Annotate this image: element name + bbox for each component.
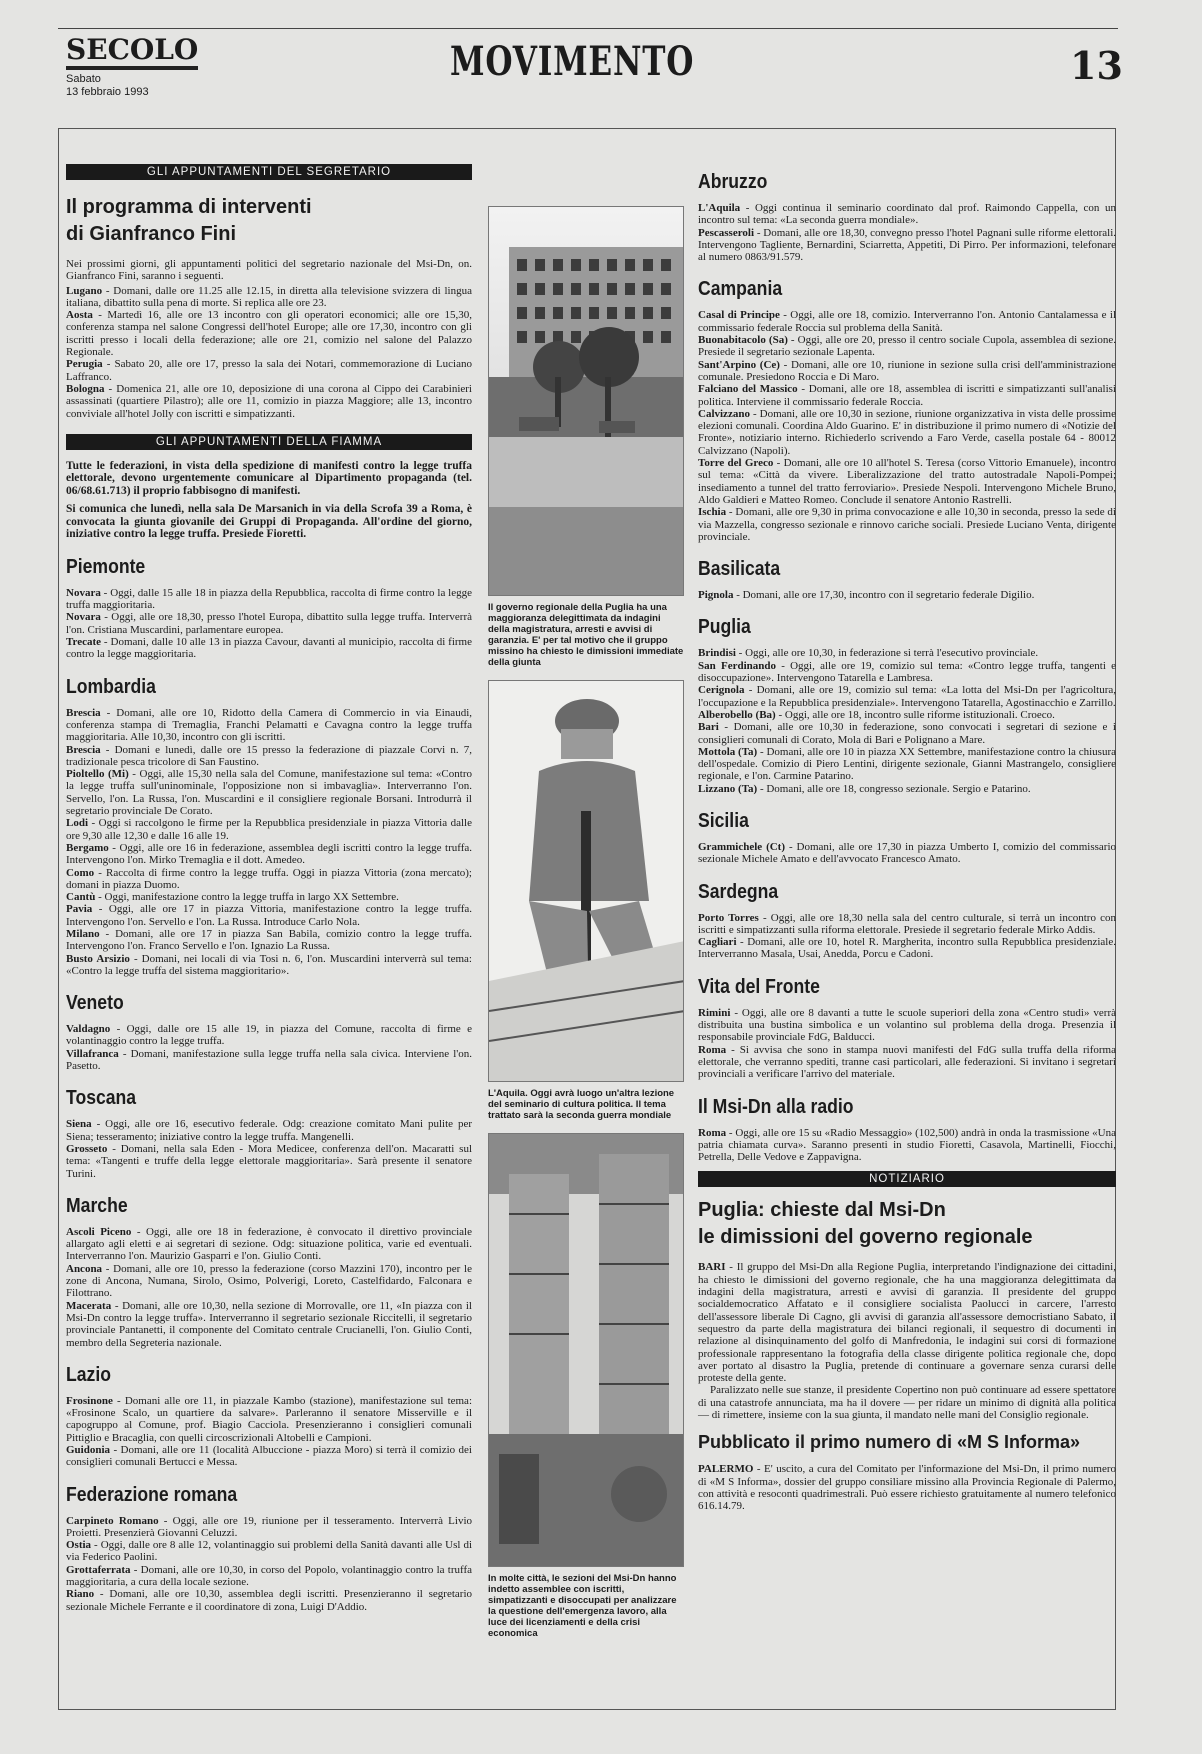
event-item (698, 334, 1116, 359)
soldier-illustration (489, 681, 684, 1081)
newspaper-logo: SECOLO (66, 36, 198, 70)
issue-date (66, 73, 149, 99)
event-place: Busto Arsizio (66, 952, 130, 965)
event-place: Cagliari (698, 936, 737, 949)
event-item (66, 285, 472, 310)
event-item (66, 587, 472, 612)
event-item (698, 506, 1116, 543)
event-place: Ischia (698, 506, 727, 519)
event-place: Pignola (698, 589, 734, 602)
event-text: - Domani, alle ore 10, Ridotto della Camera di Commercio in via Einaudi, conferenza stampa di Tremaglia, Franchi Pelamatti e Cavagna contro la legge truffa maggioritaria. Alle 10,30, incontro con gli iscritti. (66, 706, 472, 744)
headline-fini-line1: Il programma di interventi (66, 196, 312, 218)
event-place: Valdagno (66, 1023, 111, 1036)
photo-column (488, 206, 684, 1639)
event-place: Roma (698, 1126, 727, 1139)
event-item (698, 309, 1116, 334)
event-item (66, 1023, 472, 1048)
right-column (698, 156, 1116, 1512)
event-item (66, 1539, 472, 1564)
region-heading: Federazione romana (66, 1483, 238, 1506)
event-text: - Domani, alle ore 19, comizio sul tema: «La lotta del Msi-Dn per l'agricoltura, l'occupazione e la Repubblica presidenziale». Intervengono Tatarella, Agostinacchio e Zarrillo. (698, 684, 1116, 709)
event-place: Perugia (66, 358, 103, 371)
event-text: - Domani, alle ore 18, assemblea di iscritti e simpatizzanti sull'analisi politica. Interviene il commissario federale Roccia. (698, 383, 1116, 408)
event-text: - Domani, alle ore 17 in piazza San Babila, comizio contro la legge truffa. Intervengono l'on. Franco Servello e l'on. Ignazio La Russa. (66, 927, 472, 953)
event-place: Riano (66, 1588, 95, 1601)
issue-day: 13 febbraio 1993 (66, 86, 149, 98)
caption-sezioni: In molte città, le sezioni del Msi-Dn hanno indetto assemblee con iscritti, simpatizzanti e disoccupati per analizzare la questione dell'emergenza lavoro, alla luce dei licenziamenti e della crisi economica (488, 1573, 677, 1639)
section-title: MOVIMENTO (450, 38, 695, 85)
event-text: - Domani, dalle ore 11.25 alle 12.15, in diretta alla televisione svizzera di lingua italiana, dibattito sulla pena di morte. Si replica alle ore 23. (66, 284, 472, 309)
event-item (698, 721, 1116, 746)
event-text: - Martedì 16, alle ore 13 incontro con gli operatori economici; alle ore 15,30, conferenza stampa nel salone Congressi dell'hotel Europe; alle ore 17,30, incontro con gli iscritti presso i locali della federazione; alle ore 21, comizio nel salone del Palazzo Regionale. (66, 309, 472, 359)
event-place: Carpineto Romano (66, 1514, 159, 1527)
event-text: - Oggi, alle ore 15 su «Radio Messaggio» (102,500) andrà in onda la trasmissione «Una patria chiamata curva». Saranno presenti in studio Fioretti, Casavola, Martinelli, Fiocchi, Petrella, Delle Vedove e Zappavigna. (698, 1126, 1116, 1164)
event-place: Villafranca (66, 1047, 119, 1060)
region-events (66, 1118, 472, 1179)
headline-fini-line2: di Gianfranco Fini (66, 223, 237, 245)
event-place: Guidonia (66, 1444, 111, 1456)
event-text: - Oggi, dalle ore 15 alle 19, in piazza del Comune, raccolta di firme e volantinaggio contro la legge truffa. (66, 1023, 472, 1048)
article-ms-dateline: PALERMO (698, 1463, 754, 1476)
headline-puglia (698, 1197, 1116, 1251)
event-text: - Oggi, alle ore 18 in federazione, è convocato il direttivo provinciale allargato agli eletti e ai segretari di sezione. Odg: situazione politica, varie ed eventuali. Interverranno l'on. Maurizio Gasparri e l'on. Giulio Conti. (66, 1225, 472, 1263)
caption-laquila: L'Aquila. Oggi avrà luogo un'altra lezione del seminario di cultura politica. Il tema trattato sarà la seconda guerra mondiale (488, 1088, 675, 1121)
region-heading: Abruzzo (698, 171, 768, 193)
event-text: - Oggi, alle ore 10,30, in federazione si terrà l'esecutivo provinciale. (735, 647, 1039, 660)
event-text: - Raccolta di firme contro la legge truffa. Oggi in piazza Vittoria (zona mercato); domani in piazza Duomo. (66, 866, 472, 891)
event-text: - Sabato 20, alle ore 17, presso la sala dei Notari, commemorazione di Luciano Laffranco. (66, 358, 472, 383)
event-text: - Oggi, alle ore 18,30 nella sala del centro culturale, si terrà un incontro con iscritti e simpatizzanti sulla riforma elettorale. Presiede il segretario federale Mirko Addis. (698, 911, 1116, 936)
event-text: - Domani, alle ore 17,30 in piazza Umberto I, comizio del commissario sezionale Michele Amato e dell'avvocato Francesco Amato. (698, 840, 1117, 866)
event-item (698, 912, 1116, 937)
right-regions (698, 170, 1116, 1163)
event-text: - Domani, alle ore 10,30, nella sezione di Morrovalle, ore 11, «In piazza con il Msi-Dn contro la legge truffa». Interverranno il segretario sezionale Riccitelli, il segretario provinciale Pantanetti, il componente del Comitato centrale Crucianelli, l'on. Giulio Conti, membro della Segreteria nazionale. (66, 1299, 472, 1349)
issue-weekday: Sabato (66, 73, 101, 85)
event-place: Rimini (698, 1006, 731, 1019)
event-text: - Oggi, alle ore 19, comizio sul tema: «Contro legge truffa, tangenti e disoccupazione». Intervengono Tatarella e Lambresa. (698, 659, 1116, 685)
event-text: - Domani alle ore 11, in piazzale Kambo (stazione), manifestazione sul tema: «Frosinone Scalo, un quartiere da salvare». Parleranno il senatore Misserville e il capogruppo al Comune, prof. Biagio Cacciola. Presenzieranno i consiglieri comunali Pittiglio e Bracaglia, con quelli circoscrizionali Altobelli e Campioni. (66, 1394, 472, 1444)
event-text: - Domani, alle ore 10 all'hotel S. Teresa (corso Vittorio Emanuele), incontro sul tema: «Città da vivere. Liberalizzazione del tratto autostradale Napoli-Pompei; insediamento a tunnel del tratto ferroviario». Presiede Nespoli. Intervengono Michele Bruno, Aldo Galdieri e Matteo Romeo. Conclude il senatore Antonio Rastrelli. (698, 457, 1117, 506)
region-events (698, 309, 1116, 543)
event-item (66, 891, 472, 903)
event-item (698, 589, 1116, 601)
region-heading: Puglia (698, 616, 751, 639)
event-item (698, 227, 1116, 264)
event-place: Casal di Principe (698, 309, 780, 322)
event-place: Alberobello (Ba) (698, 708, 776, 721)
event-text: - Domani, alle ore 10,30, in corso del Popolo, volantinaggio contro la truffa maggioritaria, a cura della locale sezione. (66, 1563, 472, 1589)
event-place: Roma (698, 1043, 727, 1056)
event-item (66, 1226, 472, 1263)
headline-fini (66, 194, 472, 248)
left-regions (66, 555, 472, 1613)
event-item (698, 202, 1116, 227)
region-events (698, 1007, 1116, 1081)
event-item (66, 953, 472, 978)
event-text: - Oggi, alle ore 18, incontro sulle riforme istituzionali. Croeco. (775, 708, 1055, 721)
event-item (66, 928, 472, 953)
event-place: Macerata (66, 1299, 112, 1312)
region-heading: Sicilia (698, 809, 749, 832)
event-text: - Oggi, alle ore 8 davanti a tutte le scuole superiori della zona «Centro studi» verrà distribuita una bustina simbolica e un volantino sul problema della droga. Presenzia il responsabile provinciale FdG, Balducci. (698, 1006, 1116, 1044)
region-events (66, 1515, 472, 1613)
event-item (698, 1044, 1116, 1081)
event-text: - Oggi, alle ore 20, presso il centro sociale Cupola, assemblea di sezione. Presiede il segretario sezionale Lapenta. (698, 334, 1116, 359)
event-item (66, 636, 472, 661)
event-text: - Domani, alle ore 10,30 in federazione, sono convocati i segretari di sezione e i consiglieri comunali di Corato, Mola di Bari e Polignano a Mare. (698, 721, 1116, 746)
event-text: - Domenica 21, alle ore 10, deposizione di una corona al Cippo dei Carabinieri assassinati (quartiere Pilastro); alle ore 11, comizio in piazza Maggiore; alle 13, incontro conviviale all'hotel Jolly con iscritti e simpatizzanti. (66, 382, 472, 420)
event-text: - Domani, nella sala Eden - Mora Medicee, conferenza dell'on. Macaratti sul tema: «Tangenti e truffe della legge elettorale maggioritaria». Sarà presente il senatore Turini. (66, 1142, 472, 1180)
article-puglia-body (698, 1261, 1116, 1384)
event-place: Ostia (66, 1539, 92, 1552)
event-text: - Domani, alle ore 11 (località Albuccione - piazza Moro) si terrà il comizio dei consiglieri comunali Bertucci e Messa. (66, 1444, 472, 1469)
region-heading: Piemonte (66, 555, 146, 578)
event-place: Grosseto (66, 1142, 108, 1155)
event-text: - Oggi, alle ore 16 in federazione, assemblea degli iscritti contro la legge truffa. Intervengono l'on. Mirko Tremaglia e il dott. Amedeo. (66, 841, 472, 867)
region-events (66, 707, 472, 978)
region-events (698, 841, 1116, 866)
event-text: - Domani, alle ore 17,30, incontro con il segretario federale Digilio. (733, 589, 1035, 602)
event-item (66, 867, 472, 892)
region-events (66, 1023, 472, 1072)
event-place: L'Aquila (698, 202, 741, 214)
event-text: - Oggi, alle ore 18, comizio. Interverranno l'on. Antonio Cantalamessa e il commissario federale Roccia sul problema della Sanità. (698, 309, 1116, 334)
event-item (698, 709, 1116, 721)
event-text: - Oggi continua il seminario coordinato dal prof. Raimondo Cappella, con un incontro sul tema: «La seconda guerra mondiale». (698, 202, 1116, 227)
event-item (66, 903, 472, 928)
event-item (66, 707, 472, 744)
event-item (698, 660, 1116, 685)
event-item (66, 768, 472, 817)
event-item (66, 1515, 472, 1540)
region-heading: Veneto (66, 992, 124, 1015)
section-bar-fiamma: GLI APPUNTAMENTI DELLA FIAMMA (66, 434, 472, 450)
event-item (66, 1588, 472, 1613)
event-item (698, 408, 1116, 457)
event-text: - Domani e lunedì, dalle ore 15 presso la federazione di piazzale Corvi n. 7, tradizionale pesca tricolore di San Faustino. (66, 743, 472, 768)
region-events (698, 202, 1116, 263)
event-item (698, 359, 1116, 384)
region-heading: Lazio (66, 1363, 111, 1386)
event-text: - Domani, manifestazione sulla legge truffa nella sala civica. Interviene l'on. Pasetto. (66, 1047, 472, 1073)
region-events (698, 647, 1116, 795)
event-place: Como (66, 866, 95, 879)
event-item (66, 1395, 472, 1444)
event-place: Trecate (66, 636, 102, 649)
event-text: - Oggi, alle ore 18,30, presso l'hotel Europa, dibattito sulla legge truffa. Interverrà l'on. Cristiana Muscardini, parlamentare europea. (66, 611, 472, 636)
event-place: Milano (66, 927, 100, 940)
event-place: Brescia (66, 706, 101, 719)
section-bar-notiziario: NOTIZIARIO (698, 1171, 1116, 1187)
photo-industrial (488, 1133, 684, 1567)
event-text: - Domani, alle ore 10,30, assemblea degli iscritti. Presenzieranno il segretario sezionale Michele Ferrante e il coordinatore di zona, Luigi D'Addio. (66, 1588, 472, 1613)
region-heading: Toscana (66, 1087, 137, 1110)
photo-soldier-drawing (488, 680, 684, 1082)
headline-puglia-line2: le dimissioni del governo regionale (698, 1226, 1033, 1249)
event-text: - Domani, alle ore 10 in piazza XX Settembre, manifestazione contro la chiusura dell'ospedale. Comizio di Piero Lentini, dirigente sezionale, Gianni Mastrangelo, consigliere regionale, e l'on. Carmine Patarino. (698, 745, 1116, 783)
article-ms-text: - E' uscito, a cura del Comitato per l'informazione del Msi-Dn, il primo numero di «M S Informa», dossier del gruppo consiliare missino alla Provincia Regionale di Palermo, con attività e resoconti quadrimestrali. Può essere richiesto gratuitamente al numero telefonico 616.14.79. (698, 1463, 1116, 1513)
event-text: - Domani, alle ore 10,30 in sezione, riunione organizzativa in vista delle prossime elezioni comunali. Coordina Aldo Guarino. E' in distribuzione il primo numero di «Notizie del Fronte», notiziario interno. Richiederlo scrivendo a Faro Verde, casella postale 64 - 80012 Calvizzano (Napoli). (698, 407, 1116, 457)
event-text: - Oggi, alle ore 17 in piazza Vittoria, manifestazione contro la legge truffa. Intervengono l'on. Servello e l'on. La Russa. Introduce Carlo Nola. (66, 903, 472, 928)
event-text: - Oggi, manifestazione contro la legge truffa in largo XX Settembre. (95, 891, 399, 904)
event-text: - Domani, alle ore 10, hotel R. Margherita, incontro sulla Repubblica presidenziale. Interverranno Masala, Usai, Anedda, Porcu e Cadoni. (698, 936, 1116, 961)
event-item (66, 817, 472, 842)
event-place: Pescasseroli (698, 226, 755, 239)
event-item (66, 611, 472, 636)
event-place: Torre del Greco (698, 457, 774, 470)
article-puglia-body2: Paralizzato nelle sue stanze, il presidente Copertino non può continuare ad essere spettatore di una catastrofe annunciata, ma ha il dovere — per ridare un minimo di dignità alla politica — di rimettere, insieme con la sua giunta, il mandato nelle mani del Consiglio regionale. (698, 1384, 1116, 1421)
headline-ms-informa: Pubblicato il primo numero di «M S Informa» (698, 1432, 1081, 1453)
event-item (698, 746, 1116, 783)
region-events (66, 1226, 472, 1349)
event-text: - Oggi si raccolgono le firme per la Repubblica presidenziale in piazza Vittoria dalle ore 9,30 alle 12,30 e dalle 16 alle 19. (66, 817, 472, 842)
fini-intro: Nei prossimi giorni, gli appuntamenti politici del segretario nazionale del Msi-Dn, on. Gianfranco Fini, saranno i seguenti. (66, 258, 472, 283)
event-place: Novara (66, 611, 101, 624)
section-bar-segretario: GLI APPUNTAMENTI DEL SEGRETARIO (66, 164, 472, 180)
region-heading: Campania (698, 278, 783, 301)
event-item (698, 841, 1116, 866)
event-item (66, 358, 472, 383)
article-ms-body (698, 1463, 1116, 1512)
photo-regional-building (488, 206, 684, 596)
event-item (66, 744, 472, 769)
region-events (698, 912, 1116, 961)
event-place: Grottaferrata (66, 1563, 131, 1576)
secretary-list (66, 285, 472, 420)
region-events (698, 1127, 1116, 1164)
region-events (66, 587, 472, 661)
event-place: Bologna (66, 382, 105, 395)
notice-giunta: Si comunica che lunedì, nella sala De Marsanich in via della Scrofa 39 a Roma, è convocata la giunta giovanile dei Gruppi di Propaganda. All'ordine del giorno, iniziative contro la legge truffa. Presiede Fioretti. (66, 503, 472, 541)
top-rule (58, 28, 1118, 29)
industrial-image (489, 1134, 684, 1566)
event-item (66, 1263, 472, 1300)
event-place: Ancona (66, 1262, 103, 1275)
headline-puglia-line1: Puglia: chieste dal Msi-Dn (698, 1199, 946, 1222)
event-text: - Oggi, alle ore 19, riunione per il tesseramento. Interverrà Livio Proietti. Presenzierà Giovanni Celuzzi. (66, 1514, 473, 1539)
event-item (66, 1118, 472, 1143)
event-place: Cerignola (698, 684, 745, 697)
region-heading: Sardegna (698, 880, 779, 903)
event-item (698, 783, 1116, 795)
region-heading: Il Msi-Dn alla radio (698, 1095, 854, 1118)
event-item (66, 1444, 472, 1469)
building-image (489, 207, 684, 595)
event-place: Calvizzano (698, 407, 750, 420)
article-puglia-text: - Il gruppo del Msi-Dn alla Regione Puglia, interpretando l'indignazione dei cittadini, ha chiesto le dimissioni del governo regionale, che ha una maggioranza delegittimata da indagini della magistratura, arresti e avvisi di garanzia. Il presidente del gruppo socialdemocratico Affatato e il consigliere socialista Paolucci in carcere, l'arresto dell'assessore liberale Di Cagno, gli avvisi di garanzia all'assessore democristiano Sabato, il sequestro da parte della magistratura dei bilanci regionali, il sequestro di documenti in relazione al disinquinamento del golfo di Manfredonia, le indagini sui corsi di formazione professionale rappresentano la fotografia della classe dirigente politica regionale che, dopo aver portato al disastro la Puglia, pretende di continuare a governare senza curarsi delle proteste della gente. (698, 1261, 1116, 1385)
event-item (698, 457, 1116, 506)
event-item (698, 936, 1116, 961)
region-events (698, 589, 1116, 601)
event-text: - Domani, alle ore 18,30, convegno presso l'hotel Pagnani sulle riforme elettorali. Intervengono Tagliente, Bernardini, Sciarretta, Appetiti, Di Pirro. Per informazioni, telefonare al numero 0863/91.579. (698, 226, 1116, 264)
event-place: Grammichele (Ct) (698, 840, 786, 853)
event-text: - Oggi, dalle ore 8 alle 12, volantinaggio sui problemi della Sanità davanti alle Usl di via Federico Paolini. (66, 1539, 472, 1564)
event-text: - Oggi, dalle 15 alle 18 in piazza della Repubblica, raccolta di firme contro la legge truffa maggioritaria. (66, 586, 472, 612)
event-place: Ascoli Piceno (66, 1225, 132, 1238)
event-place: Cantù (66, 891, 96, 904)
region-heading: Basilicata (698, 558, 781, 581)
event-text: - Domani, dalle 10 alle 13 in piazza Cavour, davanti al municipio, raccolta di firme contro la legge maggioritaria. (66, 636, 472, 661)
event-place: Porto Torres (698, 911, 759, 924)
event-place: Brescia (66, 743, 101, 756)
event-place: Siena (66, 1118, 92, 1131)
event-text: - Oggi, alle ore 16, esecutivo federale. Odg: creazione comitato Mani pulite per Siena; tesseramento; iniziative contro la legge truffa. Mangenelli. (66, 1118, 472, 1143)
region-heading: Marche (66, 1194, 128, 1217)
event-text: - Domani, alle ore 10, presso la federazione (corso Mazzini 170), incontro per le zone di Ancona, Numana, Sirolo, Osimo, Polverigi, Loreto, Castelfidardo, Falconara e Filottrano. (66, 1262, 472, 1300)
event-item (698, 1007, 1116, 1044)
event-item (698, 1127, 1116, 1164)
event-place: Lodi (66, 817, 89, 830)
region-heading: Lombardia (66, 675, 156, 698)
event-place: Falciano del Massico (698, 383, 798, 396)
region-events (66, 1395, 472, 1469)
event-place: Bergamo (66, 841, 109, 854)
event-place: Novara (66, 586, 101, 599)
event-place: Bari (698, 721, 719, 734)
event-place: Aosta (66, 309, 93, 322)
event-place: Mottola (Ta) (698, 745, 758, 758)
event-item (66, 1564, 472, 1589)
event-item (698, 647, 1116, 659)
event-text: - Oggi, alle 15,30 nella sala del Comune, manifestazione sul tema: «Contro la legge truffa sull'uninominale, l'opposizione non si imbavaglia». Interverranno l'on. Servello, l'on. La Russa, l'on. Muscardini e il consigliere regionale Borsani. Introdurrà il segretario provinciale De Corato. (66, 768, 472, 818)
event-place: Sant'Arpino (Ce) (698, 358, 780, 371)
event-text: - Domani, alle ore 10, riunione in sezione sulla crisi dell'amministrazione comunale. Presiedono Roccia e Di Maro. (698, 358, 1116, 383)
event-item (66, 842, 472, 867)
region-heading: Vita del Fronte (698, 975, 820, 998)
event-text: - Si avvisa che sono in stampa nuovi manifesti del FdG sulla truffa della riforma elettorale, che verranno spediti, tranne casi particolari, alle federazioni. Si invitano i segretari provinciali a verificare l'arrivo del materiale. (698, 1043, 1116, 1081)
event-text: - Domani, nei locali di via Tosi n. 6, l'on. Muscardini interverrà sul tema: «Contro la legge truffa del sistema maggioritario». (66, 952, 472, 977)
article-puglia-dateline: BARI (698, 1261, 726, 1274)
event-item (66, 383, 472, 420)
event-place: Pavia (66, 903, 93, 916)
event-place: Pioltello (Mi) (66, 768, 129, 781)
notice-manifesti: Tutte le federazioni, in vista della spedizione di manifesti contro la legge truffa elettorale, devono urgentemente comunicare al Dipartimento propaganda (tel. 06/68.61.713) il proprio fabbisogno di manifesti. (66, 459, 472, 497)
event-item (66, 1048, 472, 1073)
event-place: Lugano (66, 284, 103, 297)
event-place: Lizzano (Ta) (698, 782, 758, 795)
event-item (66, 309, 472, 358)
caption-puglia: Il governo regionale della Puglia ha una maggioranza delegittimata da indagini della magistratura, arresti e avvisi di garanzia. E' per tal motivo che il gruppo missino ha chiesto le dimissioni immediate della giunta (488, 602, 684, 668)
page-number: 13 (1070, 43, 1123, 88)
event-place: Brindisi (698, 647, 736, 660)
event-item (698, 383, 1116, 408)
event-item (698, 684, 1116, 709)
event-item (66, 1143, 472, 1180)
event-place: San Ferdinando (698, 659, 776, 672)
event-text: - Domani, alle ore 18, congresso sezionale. Sergio e Patarino. (757, 782, 1031, 795)
event-text: - Domani, alle ore 9,30 in prima convocazione e alle 10,30 in seconda, presso la sede di via Mazzella, congresso sezionale e rinnovo cariche sociali. Presiede Luciano Venta, dirigente provinciale. (698, 506, 1116, 543)
event-place: Buonabitacolo (Sa) (698, 334, 788, 347)
event-place: Frosinone (66, 1394, 113, 1407)
left-column (66, 150, 472, 1613)
event-item (66, 1300, 472, 1349)
